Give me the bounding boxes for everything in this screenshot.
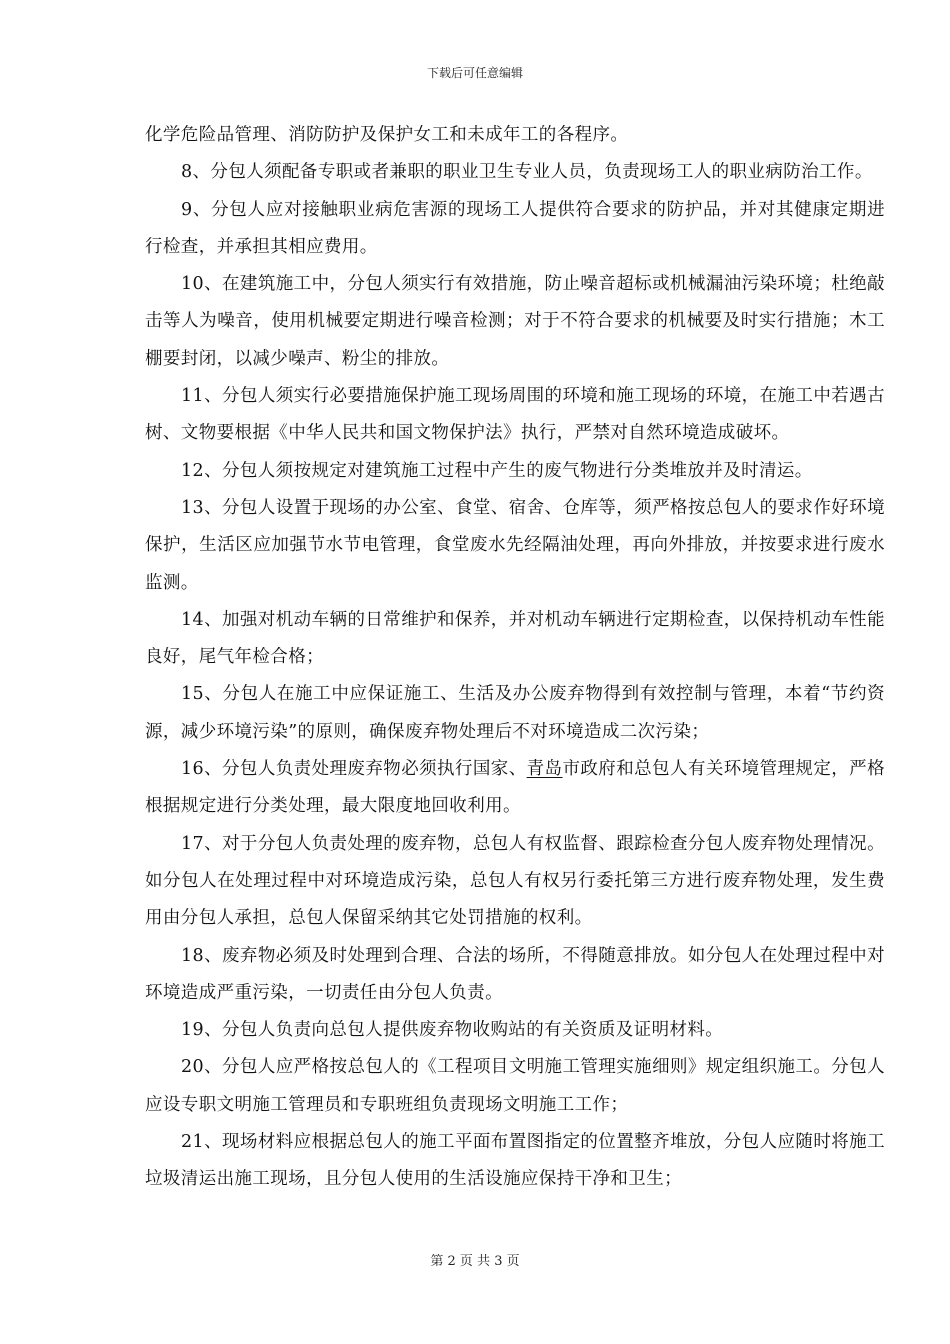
paragraph-item-19: 19、分包人负责向总包人提供废弃物收购站的有关资质及证明材料。: [181, 1020, 724, 1041]
paragraph-item-13: 13、分包人设置于现场的办公室、食堂、宿舍、仓库等，须严格按总包人的要求作好环境保护，生活区应加强节水节电管理，食堂废水先经隔油处理，再向外排放，并按要求进行废水监测。: [145, 497, 885, 593]
paragraph-item-21: 21、现场材料应根据总包人的施工平面布置图指定的位置整齐堆放，分包人应随时将施工垃圾清运出施工现场，且分包人使用的生活设施应保持干净和卫生；: [145, 1132, 885, 1190]
page-header: 下载后可任意编辑: [426, 66, 523, 80]
page-footer: 第 2 页 共 3 页: [430, 1254, 520, 1269]
paragraph-16-part-1: 16、分包人负责处理废弃物必须执行国家、: [181, 759, 527, 780]
paragraph-item-12: 12、分包人须按规定对建筑施工过程中产生的废气物进行分类堆放并及时清运。: [181, 460, 813, 481]
paragraph-item-14: 14、加强对机动车辆的日常维护和保养，并对机动车辆进行定期检查，以保持机动车性能良好，尾气年检合格；: [145, 609, 885, 668]
paragraph-item-16: [145, 751, 885, 826]
paragraph-continuation: 化学危险品管理、消防防护及保护女工和未成年工的各程序。: [145, 125, 629, 145]
paragraph-item-17: 17、对于分包人负责处理的废弃物，总包人有权监督、跟踪检查分包人废弃物处理情况。如分包人在处理过程中对环境造成污染，总包人有权另行委托第三方进行废弃物处理，发生费用由分包人承担，总包人保留采纳其它处罚措施的权利。: [145, 833, 885, 929]
paragraph-item-8: 8、分包人须配备专职或者兼职的职业卫生专业人员，负责现场工人的职业病防治工作。: [181, 162, 873, 183]
document-body: [145, 117, 885, 1199]
paragraph-item-20: 20、分包人应严格按总包人的《工程项目文明施工管理实施细则》规定组织施工。分包人应设专职文明施工管理员和专职班组负责现场文明施工工作；: [145, 1057, 885, 1115]
paragraph-item-9: 9、分包人应对接触职业病危害源的现场工人提供符合要求的防护品，并对其健康定期进行检查，并承担其相应费用。: [145, 199, 885, 257]
city-name-underlined: 青岛: [526, 759, 563, 780]
paragraph-item-10: 10、在建筑施工中，分包人须实行有效措施，防止噪音超标或机械漏油污染环境；杜绝敲击等人为噪音，使用机械要定期进行噪音检测；对于不符合要求的机械要及时实行措施；木工棚要封闭，以减少噪声、粉尘的排放。: [145, 274, 885, 369]
paragraph-item-11: 11、分包人须实行必要措施保护施工现场周围的环境和施工现场的环境，在施工中若遇古树、文物要根据《中华人民共和国文物保护法》执行，严禁对自然环境造成破坏。: [145, 386, 885, 444]
paragraph-item-18: 18、废弃物必须及时处理到合理、合法的场所，不得随意排放。如分包人在处理过程中对环境造成严重污染，一切责任由分包人负责。: [145, 945, 885, 1003]
paragraph-16-part-2: 市政府和总包人有关环境管理规定，严格根据规定进行分类处理，最大限度地回收利用。: [145, 759, 885, 817]
paragraph-item-15: 15、分包人在施工中应保证施工、生活及办公废弃物得到有效控制与管理，本着“节约资源，减少环境污染”的原则，确保废弃物处理后不对环境造成二次污染；: [145, 684, 885, 742]
